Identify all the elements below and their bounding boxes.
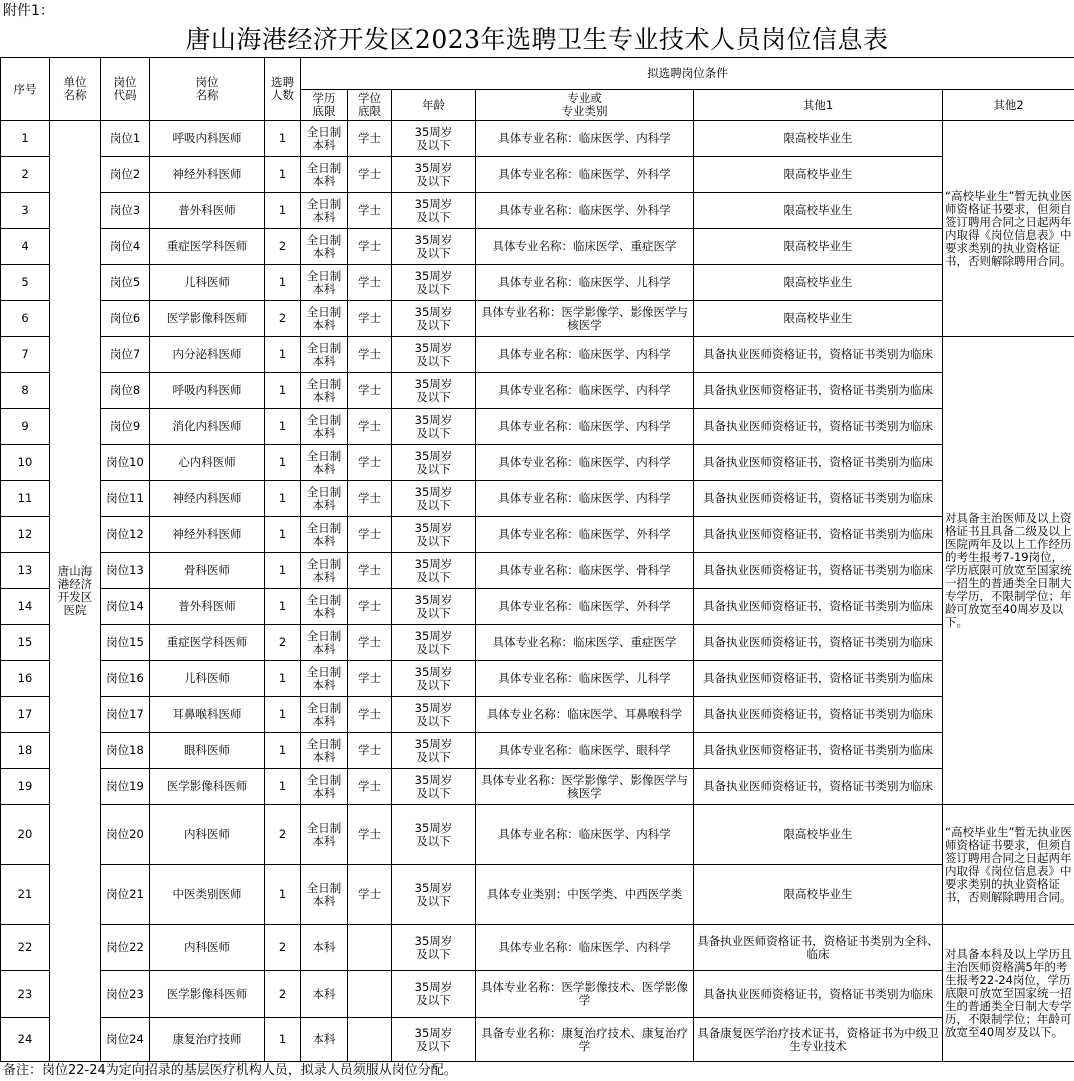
cell-edu: 全日制 本科 bbox=[301, 337, 348, 373]
table-row bbox=[1, 733, 1074, 769]
header-age: 年龄 bbox=[392, 90, 476, 121]
cell-code: 岗位21 bbox=[101, 865, 150, 925]
cell-seq: 1 bbox=[1, 121, 50, 157]
cell-seq: 12 bbox=[1, 517, 50, 553]
cell-code: 岗位6 bbox=[101, 301, 150, 337]
cell-major: 具体专业名称：临床医学、耳鼻喉科学 bbox=[476, 697, 694, 733]
cell-degree: 学士 bbox=[348, 301, 392, 337]
cell-degree: 学士 bbox=[348, 337, 392, 373]
cell-code: 岗位11 bbox=[101, 481, 150, 517]
cell-code: 岗位16 bbox=[101, 661, 150, 697]
cell-age: 35周岁 及以下 bbox=[392, 971, 476, 1018]
header-major: 专业或 专业类别 bbox=[476, 90, 694, 121]
cell-degree: 学士 bbox=[348, 193, 392, 229]
cell-edu: 全日制 本科 bbox=[301, 769, 348, 805]
cell-code: 岗位24 bbox=[101, 1018, 150, 1062]
table-row bbox=[1, 481, 1074, 517]
cell-code: 岗位4 bbox=[101, 229, 150, 265]
cell-code: 岗位23 bbox=[101, 971, 150, 1018]
cell-other1: 具备执业医师资格证书，资格证书类别为临床 bbox=[694, 445, 943, 481]
cell-post-name: 儿科医师 bbox=[150, 661, 265, 697]
cell-count: 2 bbox=[265, 971, 301, 1018]
cell-seq: 21 bbox=[1, 865, 50, 925]
cell-count: 1 bbox=[265, 697, 301, 733]
cell-age: 35周岁 及以下 bbox=[392, 865, 476, 925]
cell-post-name: 儿科医师 bbox=[150, 265, 265, 301]
cell-count: 1 bbox=[265, 1018, 301, 1062]
cell-code: 岗位13 bbox=[101, 553, 150, 589]
cell-edu: 全日制 本科 bbox=[301, 193, 348, 229]
cell-seq: 3 bbox=[1, 193, 50, 229]
cell-other1: 具备执业医师资格证书，资格证书类别为临床 bbox=[694, 373, 943, 409]
cell-degree: 学士 bbox=[348, 553, 392, 589]
cell-age: 35周岁 及以下 bbox=[392, 733, 476, 769]
header-code: 岗位 代码 bbox=[101, 58, 150, 121]
cell-age: 35周岁 及以下 bbox=[392, 925, 476, 971]
table-row bbox=[1, 625, 1074, 661]
cell-seq: 24 bbox=[1, 1018, 50, 1062]
cell-code: 岗位2 bbox=[101, 157, 150, 193]
cell-count: 1 bbox=[265, 409, 301, 445]
cell-major: 具体专业名称：临床医学、内科学 bbox=[476, 121, 694, 157]
cell-code: 岗位22 bbox=[101, 925, 150, 971]
cell-other1: 限高校毕业生 bbox=[694, 301, 943, 337]
cell-count: 1 bbox=[265, 337, 301, 373]
header-unit: 单位 名称 bbox=[50, 58, 101, 121]
table-row bbox=[1, 769, 1074, 805]
cell-edu: 全日制 本科 bbox=[301, 481, 348, 517]
table-row bbox=[1, 157, 1074, 193]
cell-seq: 2 bbox=[1, 157, 50, 193]
cell-degree: 学士 bbox=[348, 517, 392, 553]
cell-other1: 具备执业医师资格证书，资格证书类别为临床 bbox=[694, 625, 943, 661]
cell-other1: 具备执业医师资格证书，资格证书类别为临床 bbox=[694, 769, 943, 805]
cell-degree bbox=[348, 1018, 392, 1062]
cell-count: 1 bbox=[265, 733, 301, 769]
cell-code: 岗位15 bbox=[101, 625, 150, 661]
cell-major: 具体专业名称：医学影像学、影像医学与核医学 bbox=[476, 769, 694, 805]
cell-other1: 具备执业医师资格证书，资格证书类别为全科、临床 bbox=[694, 925, 943, 971]
table-row bbox=[1, 1018, 1074, 1062]
cell-degree: 学士 bbox=[348, 589, 392, 625]
cell-major: 具体专业名称：临床医学、儿科学 bbox=[476, 265, 694, 301]
cell-degree: 学士 bbox=[348, 265, 392, 301]
cell-seq: 5 bbox=[1, 265, 50, 301]
cell-degree: 学士 bbox=[348, 157, 392, 193]
cell-major: 具体专业名称：临床医学、眼科学 bbox=[476, 733, 694, 769]
cell-seq: 23 bbox=[1, 971, 50, 1018]
cell-code: 岗位5 bbox=[101, 265, 150, 301]
cell-post-name: 消化内科医师 bbox=[150, 409, 265, 445]
cell-major: 具体专业名称：临床医学、外科学 bbox=[476, 193, 694, 229]
cell-other1: 限高校毕业生 bbox=[694, 193, 943, 229]
cell-other1: 具备执业医师资格证书，资格证书类别为临床 bbox=[694, 661, 943, 697]
cell-other2-group: “高校毕业生”暂无执业医师资格证书要求，但须自签订聘用合同之日起两年内取得《岗位信息表》中要求类别的执业资格证书，否则解除聘用合同。 bbox=[943, 121, 1074, 337]
cell-age: 35周岁 及以下 bbox=[392, 229, 476, 265]
table-row bbox=[1, 517, 1074, 553]
cell-other1: 限高校毕业生 bbox=[694, 865, 943, 925]
cell-count: 1 bbox=[265, 265, 301, 301]
cell-other1: 具备执业医师资格证书，资格证书类别为临床 bbox=[694, 481, 943, 517]
cell-code: 岗位12 bbox=[101, 517, 150, 553]
cell-seq: 16 bbox=[1, 661, 50, 697]
cell-major: 具体专业名称：临床医学、外科学 bbox=[476, 157, 694, 193]
table-row bbox=[1, 409, 1074, 445]
table-row bbox=[1, 121, 1074, 157]
cell-degree bbox=[348, 925, 392, 971]
cell-edu: 本科 bbox=[301, 925, 348, 971]
cell-seq: 13 bbox=[1, 553, 50, 589]
cell-degree: 学士 bbox=[348, 805, 392, 865]
cell-other1: 具备执业医师资格证书，资格证书类别为临床 bbox=[694, 697, 943, 733]
cell-age: 35周岁 及以下 bbox=[392, 409, 476, 445]
cell-count: 1 bbox=[265, 517, 301, 553]
cell-other2-group: “高校毕业生”暂无执业医师资格证书要求，但须自签订聘用合同之日起两年内取得《岗位信息表》中要求类别的执业资格证书，否则解除聘用合同。 bbox=[943, 805, 1074, 925]
cell-seq: 10 bbox=[1, 445, 50, 481]
cell-edu: 全日制 本科 bbox=[301, 229, 348, 265]
cell-other2-group: 对具备主治医师及以上资格证书且具备二级及以上医院两年及以上工作经历的考生报考7-19岗位，学历底限可放宽至国家统一招生的普通类全日制大专学历，不限制学位；年龄可放宽至40周岁及以下。 bbox=[943, 337, 1074, 805]
cell-seq: 14 bbox=[1, 589, 50, 625]
cell-age: 35周岁 及以下 bbox=[392, 445, 476, 481]
cell-count: 2 bbox=[265, 925, 301, 971]
cell-edu: 全日制 本科 bbox=[301, 733, 348, 769]
cell-count: 2 bbox=[265, 301, 301, 337]
cell-count: 1 bbox=[265, 865, 301, 925]
cell-code: 岗位9 bbox=[101, 409, 150, 445]
cell-degree: 学士 bbox=[348, 121, 392, 157]
cell-age: 35周岁 及以下 bbox=[392, 193, 476, 229]
cell-post-name: 普外科医师 bbox=[150, 193, 265, 229]
cell-seq: 19 bbox=[1, 769, 50, 805]
cell-other1: 限高校毕业生 bbox=[694, 121, 943, 157]
cell-seq: 6 bbox=[1, 301, 50, 337]
cell-edu: 全日制 本科 bbox=[301, 121, 348, 157]
cell-degree: 学士 bbox=[348, 697, 392, 733]
table-row bbox=[1, 193, 1074, 229]
cell-major: 具体专业名称：临床医学、内科学 bbox=[476, 409, 694, 445]
header-count: 选聘 人数 bbox=[265, 58, 301, 121]
cell-post-name: 医学影像科医师 bbox=[150, 769, 265, 805]
table-row bbox=[1, 925, 1074, 971]
cell-count: 2 bbox=[265, 625, 301, 661]
cell-post-name: 呼吸内科医师 bbox=[150, 121, 265, 157]
cell-post-name: 神经外科医师 bbox=[150, 517, 265, 553]
cell-edu: 全日制 本科 bbox=[301, 157, 348, 193]
cell-post-name: 心内科医师 bbox=[150, 445, 265, 481]
cell-degree: 学士 bbox=[348, 769, 392, 805]
cell-edu: 全日制 本科 bbox=[301, 865, 348, 925]
cell-major: 具体专业名称：临床医学、内科学 bbox=[476, 337, 694, 373]
cell-major: 具体专业名称：临床医学、内科学 bbox=[476, 445, 694, 481]
cell-code: 岗位1 bbox=[101, 121, 150, 157]
table-row bbox=[1, 229, 1074, 265]
cell-edu: 全日制 本科 bbox=[301, 661, 348, 697]
cell-major: 具体专业名称：医学影像技术、医学影像学 bbox=[476, 971, 694, 1018]
cell-post-name: 骨科医师 bbox=[150, 553, 265, 589]
table-row bbox=[1, 805, 1074, 865]
cell-code: 岗位8 bbox=[101, 373, 150, 409]
cell-edu: 本科 bbox=[301, 1018, 348, 1062]
cell-post-name: 重症医学科医师 bbox=[150, 625, 265, 661]
header-other2: 其他2 bbox=[943, 90, 1074, 121]
cell-post-name: 医学影像科医师 bbox=[150, 301, 265, 337]
cell-major: 具体专业名称：临床医学、内科学 bbox=[476, 373, 694, 409]
cell-count: 1 bbox=[265, 193, 301, 229]
cell-code: 岗位19 bbox=[101, 769, 150, 805]
cell-other1: 具备执业医师资格证书，资格证书类别为临床 bbox=[694, 733, 943, 769]
cell-age: 35周岁 及以下 bbox=[392, 517, 476, 553]
cell-seq: 18 bbox=[1, 733, 50, 769]
cell-count: 1 bbox=[265, 481, 301, 517]
header-post-name: 岗位 名称 bbox=[150, 58, 265, 121]
cell-post-name: 康复治疗技师 bbox=[150, 1018, 265, 1062]
cell-post-name: 眼科医师 bbox=[150, 733, 265, 769]
table-row bbox=[1, 589, 1074, 625]
cell-age: 35周岁 及以下 bbox=[392, 337, 476, 373]
cell-edu: 全日制 本科 bbox=[301, 553, 348, 589]
cell-post-name: 内科医师 bbox=[150, 925, 265, 971]
cell-post-name: 内分泌科医师 bbox=[150, 337, 265, 373]
header-edu: 学历 底限 bbox=[301, 90, 348, 121]
cell-major: 具体专业名称：临床医学、内科学 bbox=[476, 805, 694, 865]
page-title: 唐山海港经济开发区2023年选聘卫生专业技术人员岗位信息表 bbox=[185, 25, 889, 54]
cell-age: 35周岁 及以下 bbox=[392, 553, 476, 589]
cell-edu: 全日制 本科 bbox=[301, 589, 348, 625]
cell-edu: 全日制 本科 bbox=[301, 445, 348, 481]
cell-edu: 全日制 本科 bbox=[301, 301, 348, 337]
cell-other1: 具备执业医师资格证书，资格证书类别为临床 bbox=[694, 409, 943, 445]
cell-code: 岗位7 bbox=[101, 337, 150, 373]
cell-major: 具体专业名称：临床医学、儿科学 bbox=[476, 661, 694, 697]
header-seq: 序号 bbox=[1, 58, 50, 121]
cell-seq: 11 bbox=[1, 481, 50, 517]
unit-name-cell: 唐山海 港经济 开发区 医院 bbox=[50, 121, 101, 1062]
cell-degree bbox=[348, 971, 392, 1018]
cell-age: 35周岁 及以下 bbox=[392, 157, 476, 193]
cell-age: 35周岁 及以下 bbox=[392, 769, 476, 805]
table-row bbox=[1, 661, 1074, 697]
cell-other1: 具备执业医师资格证书，资格证书类别为临床 bbox=[694, 337, 943, 373]
position-info-table bbox=[0, 57, 1074, 1062]
cell-age: 35周岁 及以下 bbox=[392, 121, 476, 157]
cell-other1: 具备执业医师资格证书，资格证书类别为临床 bbox=[694, 971, 943, 1018]
cell-count: 1 bbox=[265, 445, 301, 481]
cell-other1: 具备康复医学治疗技术证书，资格证书为中级卫生专业技术 bbox=[694, 1018, 943, 1062]
cell-post-name: 内科医师 bbox=[150, 805, 265, 865]
cell-major: 具体专业名称：临床医学、重症医学 bbox=[476, 229, 694, 265]
cell-degree: 学士 bbox=[348, 733, 392, 769]
cell-post-name: 普外科医师 bbox=[150, 589, 265, 625]
cell-edu: 全日制 本科 bbox=[301, 697, 348, 733]
cell-other1: 具备执业医师资格证书，资格证书类别为临床 bbox=[694, 553, 943, 589]
cell-edu: 全日制 本科 bbox=[301, 805, 348, 865]
cell-post-name: 耳鼻喉科医师 bbox=[150, 697, 265, 733]
table-row bbox=[1, 553, 1074, 589]
cell-code: 岗位20 bbox=[101, 805, 150, 865]
cell-major: 具体专业名称：临床医学、内科学 bbox=[476, 481, 694, 517]
cell-major: 具备专业名称：康复治疗技术、康复治疗学 bbox=[476, 1018, 694, 1062]
table-row bbox=[1, 265, 1074, 301]
table-row bbox=[1, 865, 1074, 925]
cell-degree: 学士 bbox=[348, 625, 392, 661]
cell-count: 1 bbox=[265, 373, 301, 409]
cell-count: 1 bbox=[265, 769, 301, 805]
cell-edu: 全日制 本科 bbox=[301, 409, 348, 445]
table-row bbox=[1, 337, 1074, 373]
cell-major: 具体专业名称：医学影像学、影像医学与核医学 bbox=[476, 301, 694, 337]
cell-post-name: 神经内科医师 bbox=[150, 481, 265, 517]
cell-other2-group: 对具备本科及以上学历且主治医师资格满5年的考生报考22-24岗位，学历底限可放宽至国家统一招生的普通类全日制大专学历，不限制学位；年龄可放宽至40周岁及以下。 bbox=[943, 925, 1074, 1062]
cell-age: 35周岁 及以下 bbox=[392, 1018, 476, 1062]
cell-other1: 限高校毕业生 bbox=[694, 805, 943, 865]
cell-degree: 学士 bbox=[348, 409, 392, 445]
cell-code: 岗位18 bbox=[101, 733, 150, 769]
cell-major: 具体专业类别：中医学类、中西医学类 bbox=[476, 865, 694, 925]
cell-degree: 学士 bbox=[348, 229, 392, 265]
cell-count: 1 bbox=[265, 589, 301, 625]
cell-post-name: 神经外科医师 bbox=[150, 157, 265, 193]
cell-seq: 4 bbox=[1, 229, 50, 265]
header-other1: 其他1 bbox=[694, 90, 943, 121]
cell-seq: 17 bbox=[1, 697, 50, 733]
cell-degree: 学士 bbox=[348, 445, 392, 481]
cell-other1: 具备执业医师资格证书，资格证书类别为临床 bbox=[694, 517, 943, 553]
cell-edu: 本科 bbox=[301, 971, 348, 1018]
cell-code: 岗位3 bbox=[101, 193, 150, 229]
cell-seq: 15 bbox=[1, 625, 50, 661]
cell-seq: 22 bbox=[1, 925, 50, 971]
cell-count: 2 bbox=[265, 229, 301, 265]
cell-major: 具体专业名称：临床医学、重症医学 bbox=[476, 625, 694, 661]
table-row bbox=[1, 697, 1074, 733]
header-row bbox=[1, 58, 1074, 90]
attachment-label: 附件1： bbox=[3, 3, 54, 19]
cell-age: 35周岁 及以下 bbox=[392, 697, 476, 733]
cell-code: 岗位14 bbox=[101, 589, 150, 625]
cell-count: 1 bbox=[265, 553, 301, 589]
cell-code: 岗位17 bbox=[101, 697, 150, 733]
cell-other1: 限高校毕业生 bbox=[694, 265, 943, 301]
cell-edu: 全日制 本科 bbox=[301, 625, 348, 661]
cell-degree: 学士 bbox=[348, 373, 392, 409]
cell-post-name: 呼吸内科医师 bbox=[150, 373, 265, 409]
cell-count: 1 bbox=[265, 157, 301, 193]
cell-age: 35周岁 及以下 bbox=[392, 481, 476, 517]
table-row bbox=[1, 445, 1074, 481]
cell-age: 35周岁 及以下 bbox=[392, 301, 476, 337]
cell-seq: 8 bbox=[1, 373, 50, 409]
cell-major: 具体专业名称：临床医学、外科学 bbox=[476, 517, 694, 553]
cell-edu: 全日制 本科 bbox=[301, 517, 348, 553]
cell-count: 1 bbox=[265, 121, 301, 157]
cell-post-name: 重症医学科医师 bbox=[150, 229, 265, 265]
cell-post-name: 医学影像科医师 bbox=[150, 971, 265, 1018]
table-body bbox=[1, 58, 1074, 1062]
cell-degree: 学士 bbox=[348, 661, 392, 697]
cell-count: 1 bbox=[265, 661, 301, 697]
cell-degree: 学士 bbox=[348, 481, 392, 517]
cell-post-name: 中医类别医师 bbox=[150, 865, 265, 925]
cell-age: 35周岁 及以下 bbox=[392, 265, 476, 301]
cell-count: 2 bbox=[265, 805, 301, 865]
cell-age: 35周岁 及以下 bbox=[392, 661, 476, 697]
cell-major: 具体专业名称：临床医学、骨科学 bbox=[476, 553, 694, 589]
cell-degree: 学士 bbox=[348, 865, 392, 925]
cell-code: 岗位10 bbox=[101, 445, 150, 481]
footnote: 备注：岗位22-24为定向招录的基层医疗机构人员，拟录人员须服从岗位分配。 bbox=[3, 1063, 457, 1078]
cell-other1: 限高校毕业生 bbox=[694, 229, 943, 265]
cell-other1: 限高校毕业生 bbox=[694, 157, 943, 193]
table-row bbox=[1, 971, 1074, 1018]
cell-seq: 20 bbox=[1, 805, 50, 865]
cell-seq: 9 bbox=[1, 409, 50, 445]
cell-other1: 具备执业医师资格证书，资格证书类别为临床 bbox=[694, 589, 943, 625]
table-row bbox=[1, 301, 1074, 337]
cell-edu: 全日制 本科 bbox=[301, 265, 348, 301]
cell-age: 35周岁 及以下 bbox=[392, 625, 476, 661]
cell-major: 具体专业名称：临床医学、内科学 bbox=[476, 925, 694, 971]
cell-age: 35周岁 及以下 bbox=[392, 373, 476, 409]
cell-edu: 全日制 本科 bbox=[301, 373, 348, 409]
cell-major: 具体专业名称：临床医学、外科学 bbox=[476, 589, 694, 625]
header-degree: 学位 底限 bbox=[348, 90, 392, 121]
cell-age: 35周岁 及以下 bbox=[392, 805, 476, 865]
cell-age: 35周岁 及以下 bbox=[392, 589, 476, 625]
table-row bbox=[1, 373, 1074, 409]
cell-seq: 7 bbox=[1, 337, 50, 373]
header-conditions: 拟选聘岗位条件 bbox=[301, 58, 1074, 90]
